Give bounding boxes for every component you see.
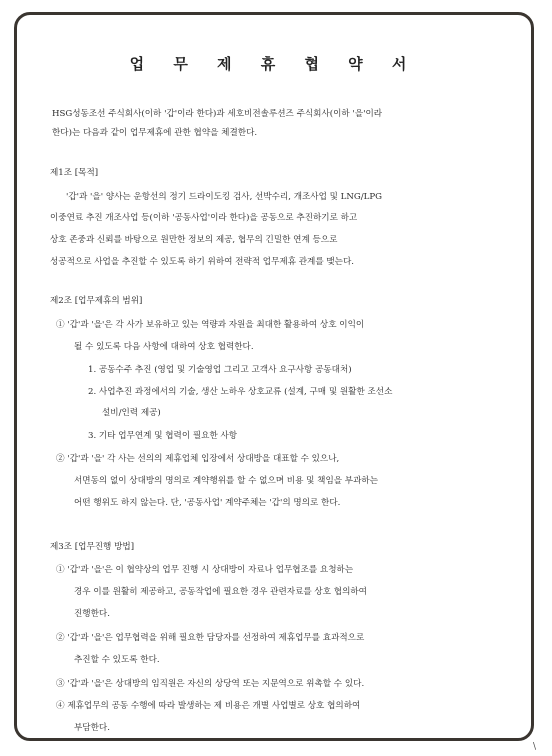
article2-item: 2. 사업추진 과정에서의 기술, 생산 노하우 상호교류 (설계, 구매 및 원활한 조선소 bbox=[88, 387, 393, 397]
article3-line: 경우 이를 원활히 제공하고, 공동작업에 필요한 경우 관련자료를 상호 협의하여 bbox=[74, 587, 367, 597]
article3-line: 진행한다. bbox=[74, 609, 110, 619]
article2-item: 설비/인력 제공) bbox=[102, 408, 161, 418]
article1-line: '갑'과 '을' 양사는 운항선의 정기 드라이도킹 검사, 선박수리, 개조사업 및 LNG/LPG bbox=[66, 192, 383, 202]
article2-item: 1. 공동수주 추진 (영업 및 기술영업 그리고 고객사 요구사항 공동대처) bbox=[88, 365, 352, 375]
intro-line: 한다)는 다음과 같이 업무제휴에 관한 협약을 체결한다. bbox=[52, 128, 258, 138]
article2-line: 서면동의 없이 상대방의 명의로 계약행위를 할 수 없으며 비용 및 책임을 부과하는 bbox=[74, 476, 379, 486]
article3-line: ① '갑'과 '을'은 이 협약상의 업무 진행 시 상대방이 자료나 업무협조를 요청하는 bbox=[56, 565, 354, 575]
article2-line: 될 수 있도록 다음 사항에 대하여 상호 협력한다. bbox=[74, 342, 254, 352]
document-title: 업 무 제 휴 협 약 서 bbox=[129, 55, 419, 73]
article1-line: 성공적으로 사업을 추진할 수 있도록 하기 위하여 전략적 업무제휴 관계를 맺는다. bbox=[50, 257, 355, 267]
article2-heading: 제2조 [업무제휴의 범위] bbox=[50, 296, 143, 306]
article2-item: 3. 기타 업무연계 및 협력이 필요한 사항 bbox=[88, 431, 238, 441]
article3-line: ④ 제휴업무의 공동 수행에 따라 발생하는 제 비용은 개별 사업별로 상호 협의하여 bbox=[56, 701, 361, 711]
article3-heading: 제3조 [업무진행 방법] bbox=[50, 542, 135, 552]
page-corner-mark: \ bbox=[532, 742, 536, 752]
article3-line: 추진할 수 있도록 한다. bbox=[74, 655, 160, 665]
intro-line: HSG성동조선 주식회사(이하 '갑'이라 한다)과 세호비전솔루션즈 주식회사(이하 '을'이라 bbox=[52, 109, 383, 119]
article1-line: 상호 존중과 신뢰를 바탕으로 원만한 정보의 제공, 협무의 긴밀한 연계 등으로 bbox=[50, 235, 338, 245]
article1-heading: 제1조 [목적] bbox=[50, 168, 99, 178]
document-frame bbox=[14, 12, 534, 741]
article2-line: 어떤 행위도 하지 않는다. 단, '공동사업' 계약주체는 '갑'의 명의로 한다. bbox=[74, 498, 341, 508]
article3-line: 부담한다. bbox=[74, 723, 110, 733]
article3-line: ② '갑'과 '을'은 업무협력을 위해 필요한 담당자를 선정하여 제휴업무를 효과적으로 bbox=[56, 633, 365, 643]
article2-line: ② '갑'과 '을' 각 사는 선의의 제휴업체 입장에서 상대방을 대표할 수 있으나, bbox=[56, 454, 340, 464]
article2-line: ① '갑'과 '을'은 각 사가 보유하고 있는 역량과 자원을 최대한 활용하여 상호 이익이 bbox=[56, 320, 365, 330]
article1-line: 이중연료 추진 개조사업 등(이하 '공동사업'이라 한다)을 공동으로 추진하기로 하고 bbox=[50, 213, 358, 223]
article3-line: ③ '갑'과 '을'은 상대방의 임직원은 자신의 상당역 또는 지문역으로 위촉할 수 있다. bbox=[56, 679, 365, 689]
